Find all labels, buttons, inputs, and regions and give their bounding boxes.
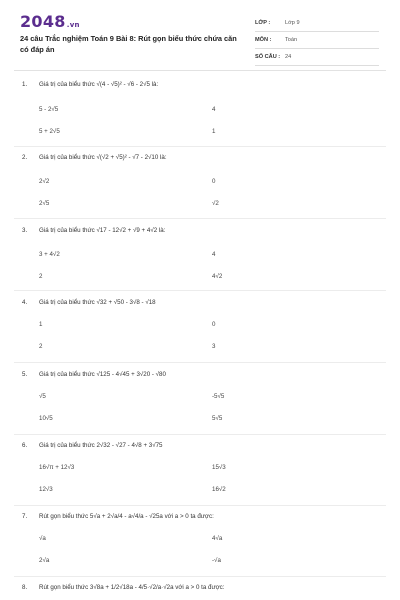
question-text: Giá trị của biểu thức 2√32 - √27 - 4√8 + 3√75 bbox=[39, 442, 163, 449]
meta-key: MÔN : bbox=[255, 37, 272, 43]
answer-option[interactable]: 3 + 4√2 bbox=[39, 251, 60, 258]
answer-option[interactable]: 3 bbox=[212, 343, 216, 350]
question-number: 1. bbox=[22, 81, 28, 88]
answer-option[interactable]: 5 + 2√5 bbox=[39, 128, 60, 135]
answer-option[interactable]: 4√a bbox=[212, 535, 223, 542]
question-item bbox=[22, 585, 382, 591]
question-divider bbox=[14, 290, 386, 291]
question-item bbox=[22, 513, 382, 564]
answer-option[interactable]: 2 bbox=[39, 273, 43, 280]
answer-option[interactable]: 12√3 bbox=[39, 486, 53, 493]
question-number: 8. bbox=[22, 584, 28, 591]
question-divider bbox=[14, 362, 386, 363]
site-logo[interactable] bbox=[20, 12, 80, 31]
answer-option[interactable]: 10√5 bbox=[39, 415, 53, 422]
question-item bbox=[22, 227, 382, 280]
question-number: 3. bbox=[22, 227, 28, 234]
answer-option[interactable]: -√a bbox=[212, 557, 221, 564]
answer-option[interactable]: 1 bbox=[212, 128, 216, 135]
question-text: Giá trị của biểu thức √(√2 + √5)² - √7 - 2√10 là: bbox=[39, 154, 167, 161]
answer-option[interactable]: 2√a bbox=[39, 557, 50, 564]
meta-value: Lớp 9 bbox=[285, 20, 300, 26]
answer-option[interactable]: √2 bbox=[212, 200, 219, 207]
answer-option[interactable]: 0 bbox=[212, 321, 216, 328]
question-item bbox=[22, 299, 382, 350]
question-number: 6. bbox=[22, 442, 28, 449]
meta-row-class bbox=[255, 15, 379, 32]
question-divider bbox=[14, 218, 386, 219]
question-item bbox=[22, 442, 382, 493]
meta-value: Toán bbox=[285, 37, 298, 43]
meta-row-subject bbox=[255, 32, 379, 49]
answer-option[interactable]: 1 bbox=[39, 321, 43, 328]
answer-option[interactable]: √5 bbox=[39, 393, 46, 400]
answer-option[interactable]: √a bbox=[39, 535, 46, 542]
meta-key: LỚP : bbox=[255, 20, 271, 26]
logo-text: 2048 bbox=[20, 12, 66, 31]
question-number: 5. bbox=[22, 371, 28, 378]
question-text: Giá trị của biểu thức √32 + √50 - 3√8 - √18 bbox=[39, 299, 156, 306]
answer-option[interactable]: 2√5 bbox=[39, 200, 50, 207]
question-number: 4. bbox=[22, 299, 28, 306]
page-title: 24 câu Trắc nghiệm Toán 9 Bài 8: Rút gọn biểu thức chứa căn có đáp án bbox=[20, 34, 237, 54]
question-divider bbox=[14, 434, 386, 435]
answer-option[interactable]: 4√2 bbox=[212, 273, 223, 280]
question-divider bbox=[14, 146, 386, 147]
meta-panel bbox=[255, 15, 379, 66]
question-item bbox=[22, 81, 382, 135]
question-text: Rút gọn biểu thức 3√8a + 1/2√18a - 4/5·√2/a·√2a với a > 0 ta được: bbox=[39, 584, 225, 591]
question-text: Rút gọn biểu thức 5√a + 2√a/4 - a√4/a - √25a với a > 0 ta được: bbox=[39, 513, 214, 520]
question-text: Giá trị của biểu thức √(4 - √5)² - √6 - 2√5 là: bbox=[39, 81, 159, 88]
question-text: Giá trị của biểu thức √17 - 12√2 + √9 + 4√2 là: bbox=[39, 227, 166, 234]
question-item bbox=[22, 371, 382, 422]
header-divider bbox=[14, 70, 386, 71]
answer-option[interactable]: 16√π + 12√3 bbox=[39, 464, 75, 471]
question-divider bbox=[14, 576, 386, 577]
answer-option[interactable]: 4 bbox=[212, 251, 216, 258]
answer-option[interactable]: 5 - 2√5 bbox=[39, 106, 59, 113]
question-number: 7. bbox=[22, 513, 28, 520]
answer-option[interactable]: 4 bbox=[212, 106, 216, 113]
meta-key: SỐ CÂU : bbox=[255, 54, 281, 60]
answer-option[interactable]: 0 bbox=[212, 178, 216, 185]
meta-row-count bbox=[255, 49, 379, 66]
answer-option[interactable]: 2 bbox=[39, 343, 43, 350]
logo-suffix: .vn bbox=[66, 21, 80, 29]
answer-option[interactable]: 5√5 bbox=[212, 415, 223, 422]
answer-option[interactable]: 15√3 bbox=[212, 464, 226, 471]
question-number: 2. bbox=[22, 154, 28, 161]
meta-value: 24 bbox=[285, 54, 292, 60]
answer-option[interactable]: 16√2 bbox=[212, 486, 226, 493]
answer-option[interactable]: 2√2 bbox=[39, 178, 50, 185]
question-text: Giá trị của biểu thức √125 - 4√45 + 3√20 - √80 bbox=[39, 371, 166, 378]
answer-option[interactable]: -5√5 bbox=[212, 393, 225, 400]
question-item bbox=[22, 154, 382, 207]
question-divider bbox=[14, 505, 386, 506]
